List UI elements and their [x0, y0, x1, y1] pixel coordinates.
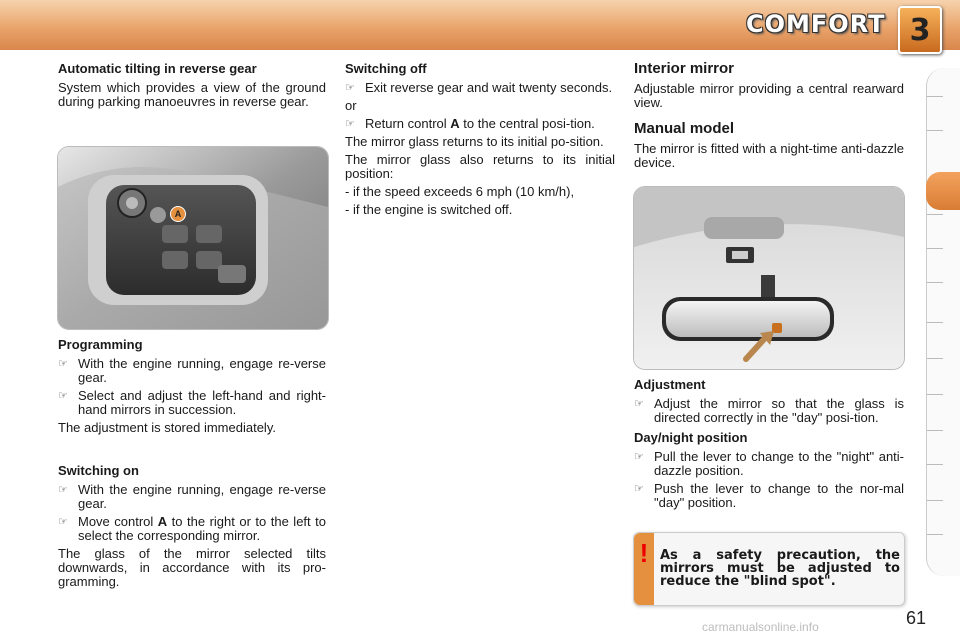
left-column-top — [58, 62, 326, 113]
pointing-hand-icon: ☞ — [58, 390, 68, 402]
body-text: or — [345, 98, 357, 113]
side-tab-marker — [927, 282, 943, 283]
interior-mirror-graphic — [634, 187, 904, 369]
body-text: Adjustable mirror providing a central rearward view. — [634, 81, 904, 110]
pointing-hand-icon: ☞ — [58, 516, 68, 528]
interior-mirror-illustration — [633, 186, 905, 370]
side-tab-marker — [927, 430, 943, 431]
chapter-side-tabs — [926, 68, 960, 576]
body-text: System which provides a view of the ground during parking manoeuvres in reverse gear. — [58, 80, 326, 109]
left-column-programming — [58, 338, 326, 439]
door-panel-graphic — [58, 147, 328, 329]
side-tab-marker — [927, 214, 943, 215]
page-number: 61 — [906, 608, 927, 628]
bullet-item: ☞ With the engine running, engage re-verse gear. — [58, 356, 326, 385]
right-column-top — [634, 62, 904, 174]
bullet-item: ☞ Exit reverse gear and wait twenty seconds. — [345, 80, 613, 95]
pointing-hand-icon: ☞ — [345, 82, 355, 94]
section-title: Manual model — [634, 120, 735, 137]
pointing-hand-icon: ☞ — [634, 483, 644, 495]
bullet-item: ☞ Push the lever to change to the nor-mal "day" position. — [634, 481, 904, 510]
pointing-hand-icon: ☞ — [58, 358, 68, 370]
side-tab-marker — [927, 358, 943, 359]
condition-item: - if the engine is switched off. — [345, 202, 513, 217]
section-heading: Programming — [58, 337, 143, 352]
body-text: The mirror is fitted with a night-time anti-dazzle device. — [634, 141, 904, 170]
chapter-number-badge: 3 — [898, 6, 942, 54]
section-title: Interior mirror — [634, 60, 735, 77]
warning-text: As a safety precaution, the mirrors must be adjusted to reduce the "blind spot". — [660, 548, 900, 589]
section-heading: Switching off — [345, 61, 427, 76]
bullet-item: ☞ Adjust the mirror so that the glass is directed correctly in the "day" posi-tion. — [634, 396, 904, 425]
side-tab-active-chapter — [926, 172, 960, 210]
condition-item: - if the speed exceeds 6 mph (10 km/h), — [345, 184, 575, 199]
control-a-callout: A — [170, 206, 186, 222]
bullet-item: ☞ Select and adjust the left-hand and right-hand mirrors in succession. — [58, 388, 326, 417]
pointing-hand-icon: ☞ — [345, 118, 355, 130]
side-tab-marker — [927, 96, 943, 97]
side-tab-marker — [927, 464, 943, 465]
watermark: carmanualsonline.info — [702, 620, 819, 634]
left-column-switching-on — [58, 464, 326, 593]
door-mirror-control-illustration — [57, 146, 329, 330]
safety-warning-box — [633, 532, 905, 606]
body-text: The glass of the mirror selected tilts downwards, in accordance with its pro-gramming. — [58, 546, 326, 589]
body-text: The mirror glass returns to its initial po-sition. — [345, 134, 604, 149]
side-tab-marker — [927, 534, 943, 535]
header-divider — [0, 50, 960, 53]
bullet-item: ☞ Return control A to the central posi-tion. — [345, 116, 595, 131]
side-tab-marker — [927, 322, 943, 323]
body-text: The adjustment is stored immediately. — [58, 420, 276, 435]
chapter-title: COMFORT — [746, 10, 886, 38]
section-heading: Switching on — [58, 463, 139, 478]
section-heading: Automatic tilting in reverse gear — [58, 61, 257, 76]
side-tab-marker — [927, 248, 943, 249]
bullet-item: ☞ With the engine running, engage re-verse gear. — [58, 482, 326, 511]
right-column-adjustment — [634, 378, 904, 514]
middle-column — [345, 62, 615, 221]
side-tab-marker — [927, 130, 943, 131]
section-heading: Adjustment — [634, 377, 706, 392]
bullet-item: ☞ Pull the lever to change to the "night" anti-dazzle position. — [634, 449, 904, 478]
side-tab-marker — [927, 394, 943, 395]
body-text: The mirror glass also returns to its initial position: — [345, 152, 615, 181]
section-heading: Day/night position — [634, 430, 748, 445]
pointing-hand-icon: ☞ — [634, 451, 644, 463]
bullet-item: ☞ Move control A to the right or to the left to select the corresponding mirror. — [58, 514, 326, 543]
side-tab-marker — [927, 500, 943, 501]
pointing-hand-icon: ☞ — [58, 484, 68, 496]
pointing-hand-icon: ☞ — [634, 398, 644, 410]
exclamation-warning-icon: ! — [639, 538, 649, 568]
